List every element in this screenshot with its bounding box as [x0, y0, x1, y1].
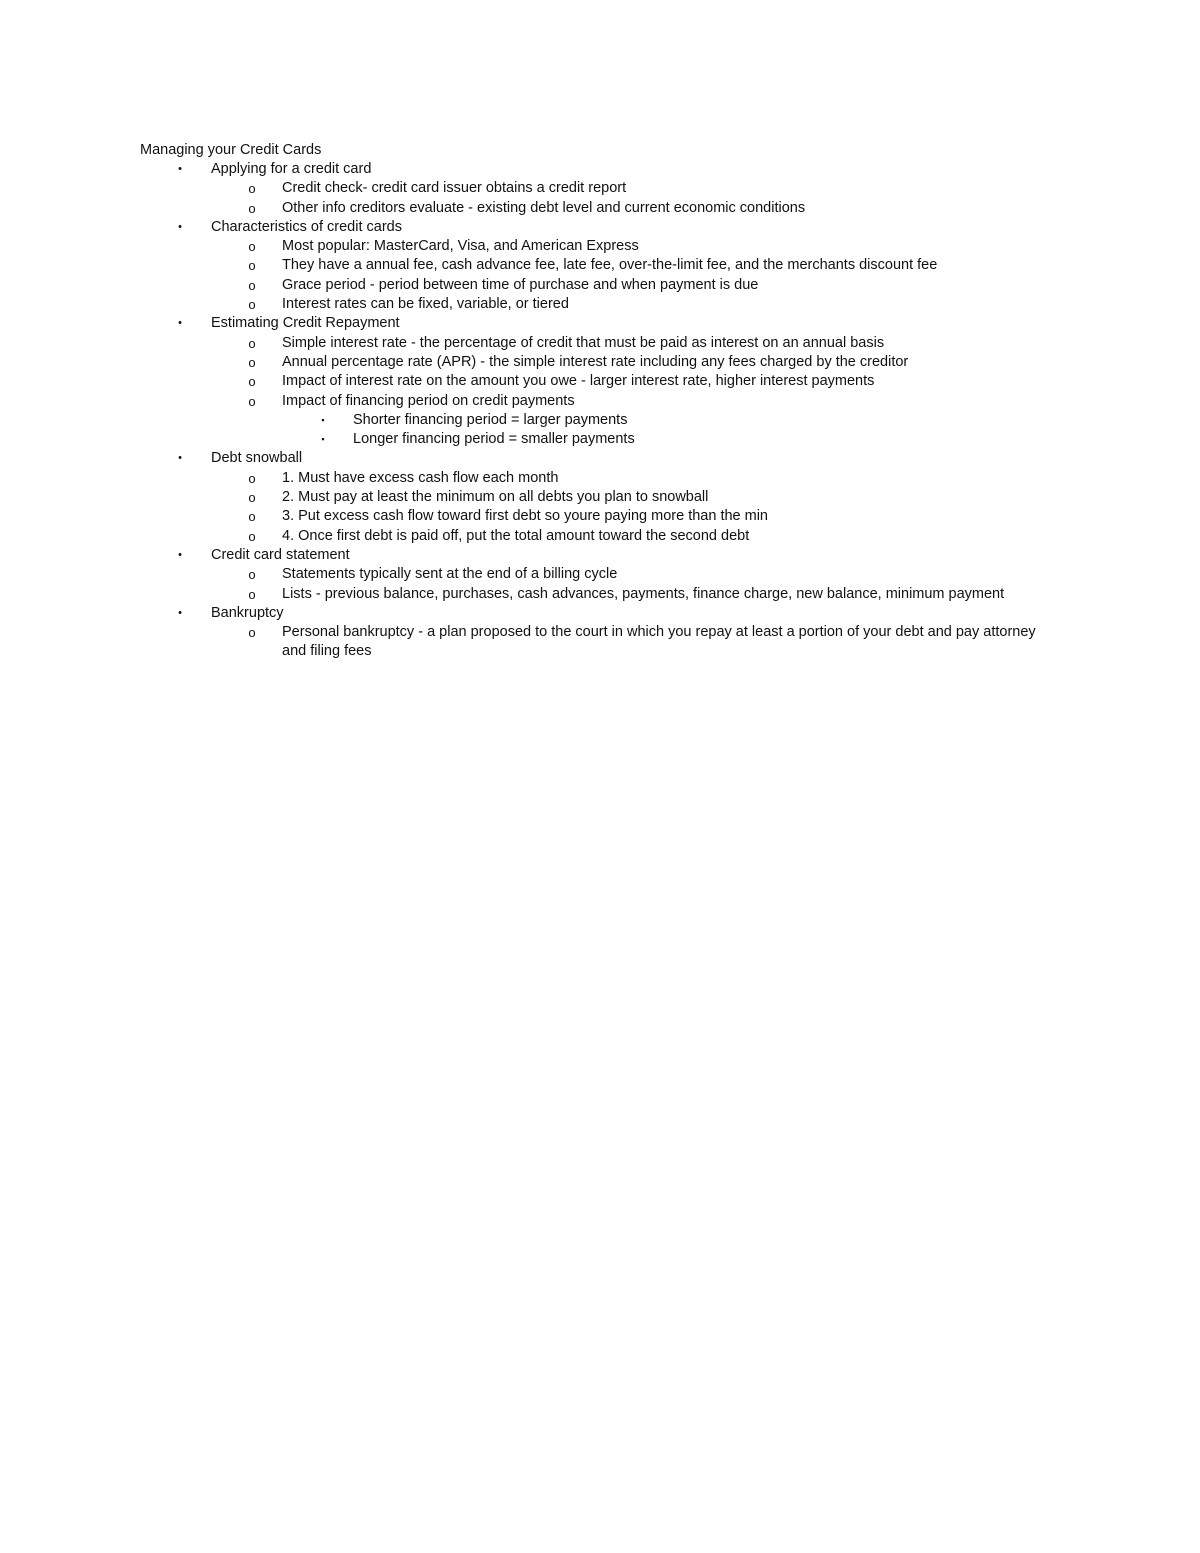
item-subitems: [282, 411, 1060, 450]
outline-item: [211, 623, 1060, 662]
item-text: They have a annual fee, cash advance fee, late fee, over-the-limit fee, and the merchants discount fee: [282, 257, 938, 274]
outline-subitem: [282, 411, 1060, 430]
bullet-disc-icon: •: [178, 452, 182, 465]
section-items: [211, 469, 1060, 546]
outline-list: [140, 160, 1060, 662]
outline-item: [211, 527, 1060, 546]
item-text: 3. Put excess cash flow toward first debt so youre paying more than the min: [282, 508, 768, 525]
bullet-circle-icon: o: [248, 239, 256, 255]
bullet-disc-icon: •: [178, 317, 182, 330]
bullet-circle-icon: o: [248, 490, 256, 506]
bullet-circle-icon: o: [248, 528, 256, 544]
section-items: [211, 237, 1060, 314]
section-heading: Characteristics of credit cards: [211, 218, 402, 235]
bullet-circle-icon: o: [248, 470, 256, 486]
outline-subitem: [282, 430, 1060, 449]
section-heading: Applying for a credit card: [211, 161, 372, 177]
outline-section: [140, 449, 1060, 545]
outline-item: [211, 276, 1060, 295]
outline-item: [211, 334, 1060, 353]
document-content: [140, 141, 1060, 662]
bullet-square-icon: ▪: [321, 414, 325, 425]
section-heading: Credit card statement: [211, 546, 350, 563]
bullet-disc-icon: •: [178, 606, 182, 619]
bullet-circle-icon: o: [248, 393, 256, 409]
outline-item: [211, 372, 1060, 391]
section-items: [211, 334, 1060, 450]
item-text: Credit check- credit card issuer obtains a credit report: [282, 180, 627, 197]
outline-item: [211, 199, 1060, 218]
item-text: Annual percentage rate (APR) - the simple interest rate including any fees charged by the creditor: [282, 353, 909, 370]
bullet-disc-icon: •: [178, 548, 182, 561]
item-text: Other info creditors evaluate - existing debt level and current economic conditions: [282, 199, 806, 216]
outline-section: [140, 218, 1060, 314]
item-text: Interest rates can be fixed, variable, or tiered: [282, 296, 569, 313]
bullet-circle-icon: o: [248, 586, 256, 602]
section-items: [211, 565, 1060, 604]
outline-section: [140, 604, 1060, 662]
outline-section: [140, 160, 1060, 218]
bullet-circle-icon: o: [248, 567, 256, 583]
outline-item: [211, 353, 1060, 372]
outline-item: [211, 507, 1060, 526]
bullet-circle-icon: o: [248, 625, 256, 641]
item-text: Lists - previous balance, purchases, cash advances, payments, finance charge, new balance, minimum payment: [282, 585, 1005, 602]
bullet-circle-icon: o: [248, 277, 256, 293]
outline-section: [140, 314, 1060, 449]
item-text: Most popular: MasterCard, Visa, and American Express: [282, 238, 639, 255]
outline-section: [140, 546, 1060, 604]
subitem-text: Shorter financing period = larger payments: [353, 411, 628, 428]
item-text: 2. Must pay at least the minimum on all debts you plan to snowball: [282, 489, 709, 506]
outline-item: [211, 256, 1060, 275]
item-text: 4. Once first debt is paid off, put the total amount toward the second debt: [282, 527, 750, 544]
bullet-circle-icon: o: [248, 335, 256, 351]
item-text: Impact of financing period on credit payments: [282, 392, 575, 409]
bullet-circle-icon: o: [248, 374, 256, 390]
item-text: 1. Must have excess cash flow each month: [282, 469, 559, 486]
item-text: Simple interest rate - the percentage of credit that must be paid as interest on an annual basis: [282, 334, 885, 351]
bullet-disc-icon: •: [178, 220, 182, 233]
bullet-circle-icon: o: [248, 200, 256, 216]
bullet-circle-icon: o: [248, 181, 256, 197]
bullet-disc-icon: •: [178, 163, 182, 175]
item-text: Personal bankruptcy - a plan proposed to the court in which you repay at least a portion of your debt and pay attorney and filing fees: [282, 624, 1036, 660]
outline-item: [211, 585, 1060, 604]
document-title: Managing your Credit Cards: [140, 142, 322, 158]
item-text: Statements typically sent at the end of a billing cycle: [282, 566, 618, 583]
outline-item: [211, 179, 1060, 198]
outline-item: [211, 469, 1060, 488]
section-heading: Debt snowball: [211, 450, 303, 467]
section-items: [211, 623, 1060, 662]
bullet-square-icon: ▪: [321, 434, 325, 445]
section-heading: Estimating Credit Repayment: [211, 315, 400, 332]
bullet-circle-icon: o: [248, 509, 256, 525]
item-text: Grace period - period between time of purchase and when payment is due: [282, 276, 759, 293]
bullet-circle-icon: o: [248, 354, 256, 370]
bullet-circle-icon: o: [248, 258, 256, 274]
subitem-text: Longer financing period = smaller payments: [353, 431, 635, 448]
bullet-circle-icon: o: [248, 297, 256, 313]
outline-item: [211, 295, 1060, 314]
section-heading: Bankruptcy: [211, 604, 284, 621]
outline-item: [211, 392, 1060, 450]
outline-item: [211, 488, 1060, 507]
outline-item: [211, 237, 1060, 256]
item-text: Impact of interest rate on the amount you owe - larger interest rate, higher interest payments: [282, 373, 875, 390]
outline-item: [211, 565, 1060, 584]
section-items: [211, 179, 1060, 218]
